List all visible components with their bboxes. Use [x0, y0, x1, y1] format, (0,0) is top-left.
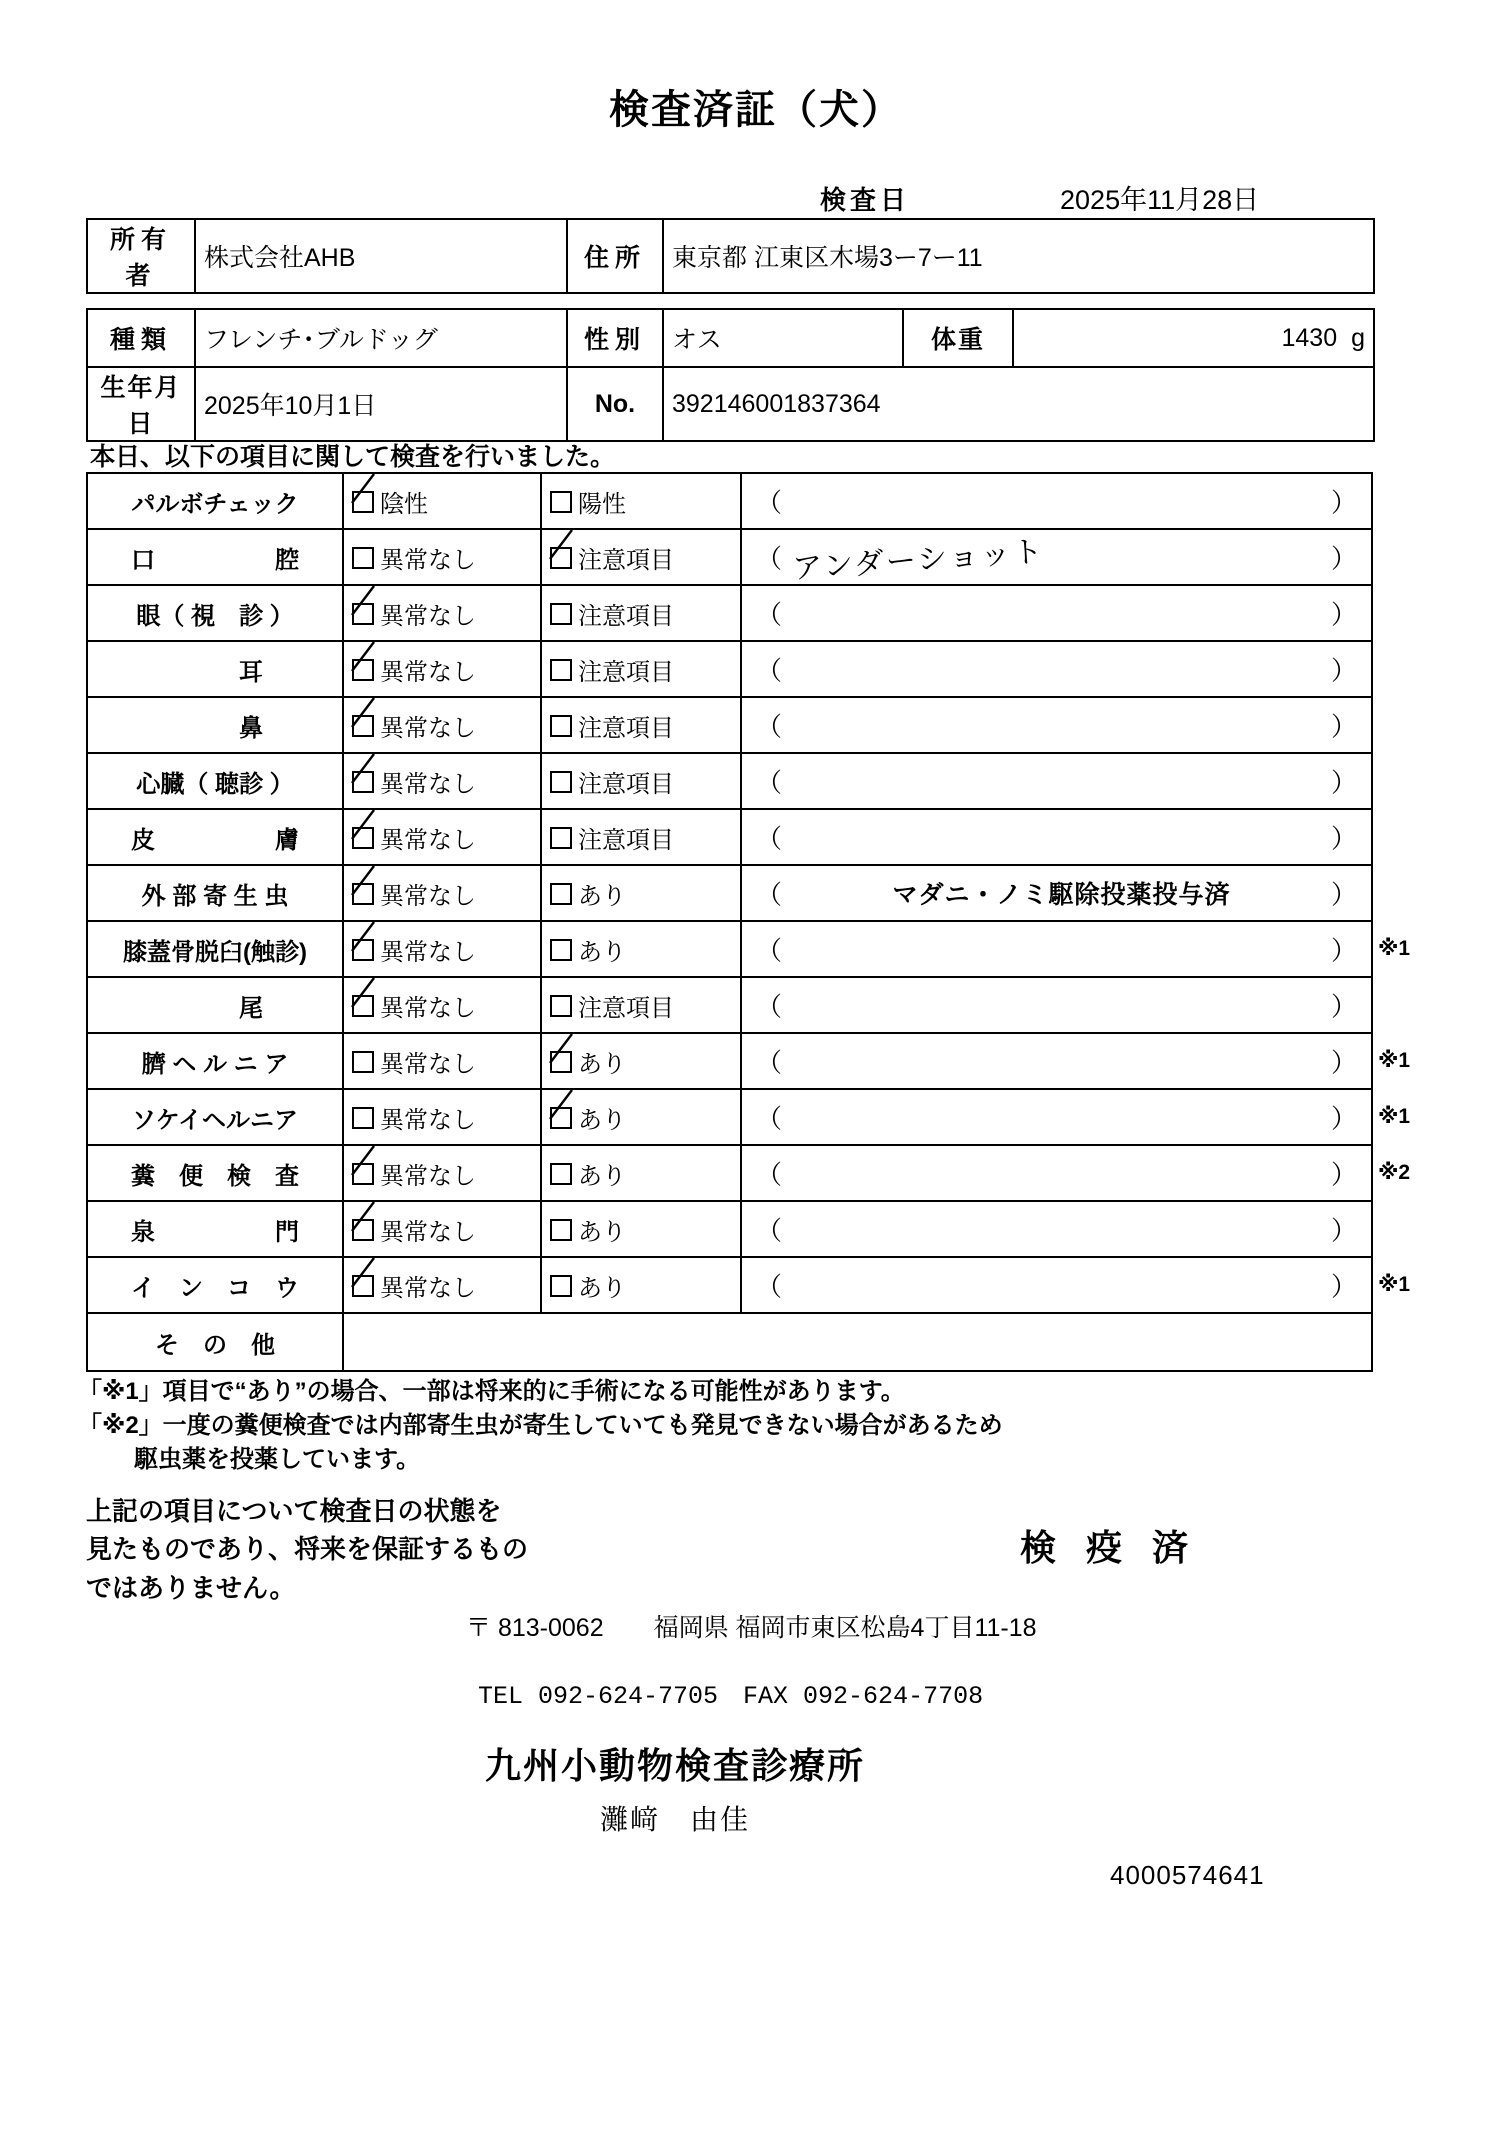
checklist-item-label: パルボチェック [87, 473, 343, 529]
checkbox[interactable] [550, 1051, 572, 1073]
paren-close: ） [1330, 1215, 1357, 1246]
checkbox-label: 異常なし [380, 546, 476, 574]
page-title: 検査済証（犬） [609, 88, 903, 132]
breed-value: フレンチ･ブルドッグ [195, 309, 567, 367]
checklist-note-cell[interactable] [741, 753, 1372, 809]
checkbox-option-1[interactable] [343, 753, 541, 809]
checkbox-option-2[interactable] [541, 977, 741, 1033]
checkbox-option-2[interactable] [541, 921, 741, 977]
table-row [87, 473, 1372, 529]
checkbox-label: 異常なし [380, 1274, 476, 1302]
checkbox-label: 異常なし [380, 1218, 476, 1246]
checkbox[interactable] [550, 1163, 572, 1185]
checkbox[interactable] [352, 547, 374, 569]
asterisk-mark: ※1 [1378, 937, 1411, 960]
checkbox-label: あり [578, 1218, 626, 1246]
checklist-note-cell[interactable] [741, 529, 1372, 585]
paren-close: ） [1330, 599, 1357, 630]
checkbox-label: 注意項目 [578, 770, 674, 798]
paren-open: （ [756, 599, 783, 630]
checkbox-option-2[interactable] [541, 473, 741, 529]
checkbox-option-1[interactable] [343, 697, 541, 753]
checkbox-option-2[interactable] [541, 809, 741, 865]
checkbox-option-2[interactable] [541, 585, 741, 641]
checkbox[interactable] [352, 1219, 374, 1241]
paren-close: ） [1330, 655, 1357, 686]
checkbox-label: あり [578, 1050, 626, 1078]
checkbox-label: 異常なし [380, 658, 476, 686]
checkbox-label: 陰性 [380, 490, 428, 518]
paren-open: （ [756, 823, 783, 854]
table-row [87, 641, 1372, 697]
checkbox-label: 異常なし [380, 938, 476, 966]
checkbox[interactable] [550, 827, 572, 849]
checkbox-option-1[interactable] [343, 529, 541, 585]
checkbox-option-1[interactable] [343, 809, 541, 865]
disclaimer [86, 1492, 726, 1607]
clinic-telephone: TEL 092-624-7705 FAX 092-624-7708 [478, 1682, 984, 1711]
address-value: 東京都 江東区木場3ー7ー11 [663, 219, 1374, 293]
checkbox[interactable] [550, 883, 572, 905]
checklist-note-cell[interactable] [741, 809, 1372, 865]
checklist-note-cell[interactable] [741, 1257, 1372, 1313]
checkbox[interactable] [352, 827, 374, 849]
checkbox-label: 注意項目 [578, 826, 674, 854]
checkbox[interactable] [352, 491, 374, 513]
paren-open: （ [756, 1271, 783, 1302]
asterisk-mark: ※1 [1378, 1105, 1411, 1128]
checklist-item-label: 耳 [87, 641, 343, 697]
checkbox-label: 異常なし [380, 882, 476, 910]
checkbox-label: 陽性 [578, 490, 626, 518]
checkbox-option-1[interactable] [343, 473, 541, 529]
checklist-item-label: 糞 便 検 査 [87, 1145, 343, 1201]
checklist-note-text: マダニ・ノミ駆除投薬投与済 [892, 881, 1231, 909]
paren-open: （ [756, 991, 783, 1022]
serial-number: 4000574641 [1110, 1860, 1265, 1890]
clinic-name: 九州小動物検査診療所 [484, 1745, 865, 1786]
checkbox-option-1[interactable] [343, 1089, 541, 1145]
checkbox-label: あり [578, 1106, 626, 1134]
checkbox-label: 異常なし [380, 714, 476, 742]
checkbox-option-2[interactable] [541, 1257, 741, 1313]
paren-open: （ [756, 767, 783, 798]
table-row-spacer [87, 293, 1374, 309]
checklist-note-text: アンダーショット [791, 534, 1046, 587]
checklist-note-cell[interactable] [741, 585, 1372, 641]
disclaimer-line-1: 上記の項目について検査日の状態を [86, 1496, 502, 1526]
checklist-item-label: 眼（ 視 診 ） [87, 585, 343, 641]
paren-open: （ [756, 879, 783, 910]
table-row [87, 529, 1372, 585]
paren-close: ） [1330, 1103, 1357, 1134]
paren-close: ） [1330, 543, 1357, 574]
quarantine-stamp: 検 疫 済 [1020, 1527, 1199, 1568]
sex-label: 性別 [567, 309, 663, 367]
checklist-note-cell[interactable] [741, 641, 1372, 697]
checkbox-label: 異常なし [380, 602, 476, 630]
checkbox-option-1[interactable] [343, 641, 541, 697]
checklist-item-label: 外 部 寄 生 虫 [87, 865, 343, 921]
checkbox-label: 異常なし [380, 994, 476, 1022]
checklist-note-cell[interactable] [741, 697, 1372, 753]
paren-open: （ [756, 1159, 783, 1190]
checklist-table [86, 472, 1373, 1372]
checkbox-option-2[interactable] [541, 1201, 741, 1257]
checkbox-label: 異常なし [380, 1106, 476, 1134]
checkbox[interactable] [352, 771, 374, 793]
paren-open: （ [756, 935, 783, 966]
paren-close: ） [1330, 1047, 1357, 1078]
checklist-item-label: 臍 ヘ ル ニ ア [87, 1033, 343, 1089]
checkbox-option-2[interactable] [541, 1089, 741, 1145]
checklist-note-cell[interactable] [741, 865, 1372, 921]
checkbox-option-1[interactable] [343, 1145, 541, 1201]
checklist-note-cell[interactable] [741, 977, 1372, 1033]
checkbox[interactable] [550, 491, 572, 513]
checklist-item-label: 口 腔 [87, 529, 343, 585]
other-label: そ の 他 [87, 1313, 343, 1371]
checkbox[interactable] [352, 603, 374, 625]
checklist-item-label: 鼻 [87, 697, 343, 753]
table-row [87, 1089, 1372, 1145]
table-row-other [87, 1313, 1372, 1371]
checklist-note-cell[interactable] [741, 921, 1372, 977]
paren-open: （ [756, 543, 783, 574]
checkbox-label: 異常なし [380, 770, 476, 798]
weight-unit: g [1351, 323, 1366, 352]
checklist-note-cell[interactable] [741, 1033, 1372, 1089]
table-row-birth [87, 367, 1374, 441]
weight-label: 体重 [903, 309, 1013, 367]
checkbox-label: あり [578, 882, 626, 910]
checklist-item-label: イ ン コ ウ [87, 1257, 343, 1313]
checkbox-label: 注意項目 [578, 994, 674, 1022]
checkbox-option-2[interactable] [541, 753, 741, 809]
checkbox-label: 異常なし [380, 1050, 476, 1078]
checkbox-option-2[interactable] [541, 697, 741, 753]
checklist-item-label: ソケイヘルニア [87, 1089, 343, 1145]
no-label: No. [567, 367, 663, 441]
footnote-1: 「※1」項目で“あり”の場合、一部は将来的に手術になる可能性があります。 [78, 1378, 905, 1405]
checkbox-label: あり [578, 938, 626, 966]
checkbox[interactable] [550, 771, 572, 793]
disclaimer-line-2: 見たものであり、将来を保証するもの [86, 1534, 529, 1565]
footnote-3: 駆虫薬を投薬しています。 [134, 1446, 421, 1474]
table-row [87, 1257, 1372, 1313]
checkbox-label: 注意項目 [578, 658, 674, 686]
paren-close: ） [1330, 991, 1357, 1022]
paren-open: （ [756, 487, 783, 518]
paren-close: ） [1330, 1159, 1357, 1190]
checkbox-label: あり [578, 1274, 626, 1302]
header-table [86, 218, 1375, 442]
paren-close: ） [1330, 879, 1357, 910]
checkbox[interactable] [550, 995, 572, 1017]
checkbox[interactable] [352, 715, 374, 737]
asterisk-mark: ※1 [1378, 1049, 1411, 1072]
other-value[interactable] [343, 1313, 1372, 1371]
disclaimer-line-3: ではありません。 [86, 1572, 296, 1603]
checkbox[interactable] [550, 1219, 572, 1241]
paren-close: ） [1330, 711, 1357, 742]
checkbox[interactable] [550, 603, 572, 625]
checkbox-label: 注意項目 [578, 602, 674, 630]
birth-label: 生年月日 [87, 367, 195, 441]
checkbox-label: 注意項目 [578, 714, 674, 742]
checkbox-option-2[interactable] [541, 1033, 741, 1089]
checkbox[interactable] [352, 883, 374, 905]
checklist-note-cell[interactable] [741, 1089, 1372, 1145]
table-row [87, 1145, 1372, 1201]
paren-close: ） [1330, 1271, 1357, 1302]
checklist-note-cell[interactable] [741, 1145, 1372, 1201]
checkbox[interactable] [352, 1107, 374, 1129]
table-row [87, 753, 1372, 809]
table-row-breed [87, 309, 1374, 367]
paren-close: ） [1330, 767, 1357, 798]
checkbox[interactable] [550, 1107, 572, 1129]
paren-close: ） [1330, 935, 1357, 966]
checkbox-option-1[interactable] [343, 977, 541, 1033]
table-row [87, 977, 1372, 1033]
sex-value: オス [663, 309, 903, 367]
footnotes [78, 1375, 1378, 1477]
checkbox[interactable] [550, 547, 572, 569]
clinic-address: 〒 813-0062 福岡県 福岡市東区松島4丁目11-18 [466, 1614, 1037, 1642]
address-label: 住所 [567, 219, 663, 293]
paren-open: （ [756, 1103, 783, 1134]
table-row [87, 1033, 1372, 1089]
asterisk-mark: ※2 [1378, 1161, 1411, 1184]
checkbox-option-2[interactable] [541, 641, 741, 697]
checkbox-option-2[interactable] [541, 865, 741, 921]
table-row [87, 921, 1372, 977]
checkbox[interactable] [352, 995, 374, 1017]
table-row-owner [87, 219, 1374, 293]
checkbox-option-1[interactable] [343, 585, 541, 641]
checkbox-label: 注意項目 [578, 546, 674, 574]
table-row [87, 697, 1372, 753]
checkbox[interactable] [352, 939, 374, 961]
exam-date-label: 検査日 [820, 185, 911, 215]
no-value: 392146001837364 [663, 367, 1374, 441]
checkbox-label: 異常なし [380, 1162, 476, 1190]
checkbox-option-2[interactable] [541, 1145, 741, 1201]
checkbox-option-1[interactable] [343, 921, 541, 977]
weight-value: 1430 [1281, 323, 1338, 352]
examiner-name: 灘﨑 由佳 [599, 1804, 750, 1835]
checkbox[interactable] [352, 1275, 374, 1297]
checkbox[interactable] [352, 1051, 374, 1073]
paren-open: （ [756, 655, 783, 686]
paren-open: （ [756, 711, 783, 742]
breed-label: 種類 [87, 309, 195, 367]
checkbox[interactable] [550, 659, 572, 681]
paren-close: ） [1330, 487, 1357, 518]
checklist-item-label: 泉 門 [87, 1201, 343, 1257]
checkbox[interactable] [550, 715, 572, 737]
table-row [87, 865, 1372, 921]
checklist-note-cell[interactable] [741, 473, 1372, 529]
checkbox-option-2[interactable] [541, 529, 741, 585]
checkbox-option-1[interactable] [343, 865, 541, 921]
table-row [87, 585, 1372, 641]
checkbox-option-1[interactable] [343, 1257, 541, 1313]
owner-value: 株式会社AHB [195, 219, 567, 293]
exam-date-row [820, 178, 1380, 217]
asterisk-mark: ※1 [1378, 1273, 1411, 1296]
checkbox-option-1[interactable] [343, 1201, 541, 1257]
checkbox-option-1[interactable] [343, 1033, 541, 1089]
paren-close: ） [1330, 823, 1357, 854]
checklist-item-label: 皮 膚 [87, 809, 343, 865]
checkbox[interactable] [550, 939, 572, 961]
paren-open: （ [756, 1047, 783, 1078]
checkbox-label: あり [578, 1162, 626, 1190]
checkbox-label: 異常なし [380, 826, 476, 854]
weight-cell [1013, 309, 1374, 367]
checkbox[interactable] [352, 1163, 374, 1185]
table-row [87, 809, 1372, 865]
paren-open: （ [756, 1215, 783, 1246]
birth-value: 2025年10月1日 [195, 367, 567, 441]
checklist-item-label: 膝蓋骨脱臼(触診) [87, 921, 343, 977]
checklist-item-label: 尾 [87, 977, 343, 1033]
checklist-item-label: 心臓（ 聴診 ） [87, 753, 343, 809]
footnote-2: 「※2」一度の糞便検査では内部寄生虫が寄生していても発見できない場合があるため [78, 1412, 1003, 1440]
checkbox[interactable] [550, 1275, 572, 1297]
owner-label: 所有者 [87, 219, 195, 293]
checkbox[interactable] [352, 659, 374, 681]
table-row [87, 1201, 1372, 1257]
intro-text: 本日、以下の項目に関して検査を行いました。 [90, 443, 616, 471]
checklist-note-cell[interactable] [741, 1201, 1372, 1257]
exam-date-value: 2025年11月28日 [1060, 185, 1260, 215]
